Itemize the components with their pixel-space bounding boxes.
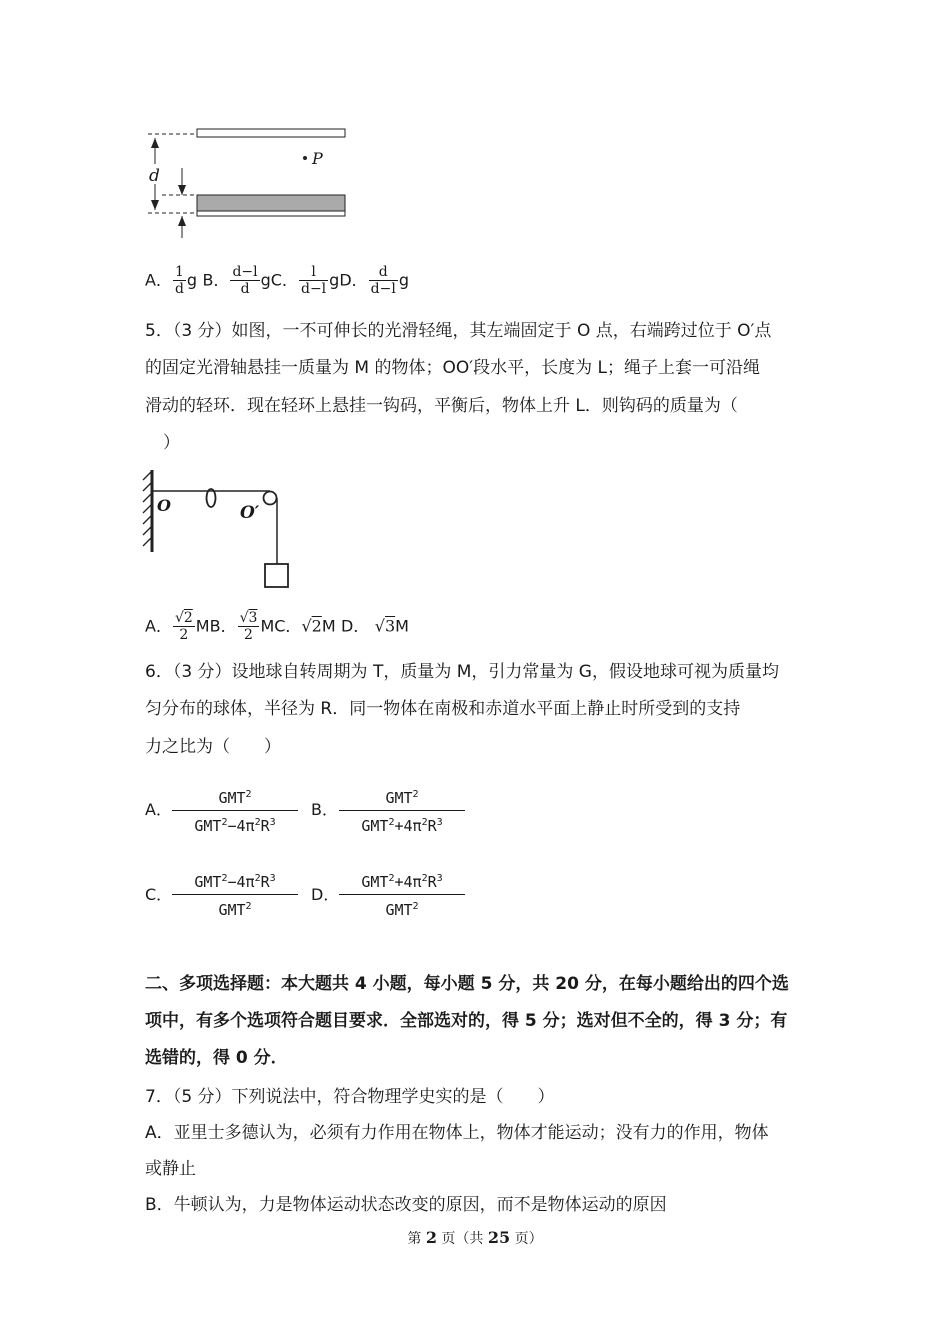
q6-line-2: 匀分布的球体，半径为 R．同一物体在南极和赤道水平面上静止时所受到的支持 [145,699,741,719]
q4-label-p: P [312,149,323,168]
q7-option-a-line-2: 或静止 [145,1159,196,1179]
q5-line-4: ） [163,433,180,453]
q5-options: A． $\frac{√2}{2}$ MB． $\frac{√3}{2}$ MC．√2M D． √3M [145,610,409,643]
q6-line-1: 6．（3 分）设地球自转周期为 T，质量为 M，引力常量为 G，假设地球可视为质量均 [145,662,779,682]
q5-line-2: 的固定光滑轴悬挂一质量为 M 的物体；OO′段水平，长度为 L；绳子上套一可沿绳 [145,358,760,378]
q7-option-a-line-1: A．亚里士多德认为，必须有力作用在物体上，物体才能运动；没有力的作用，物体 [145,1123,769,1143]
q5-option-b-fraction: $\frac{√3}{2}$ [239,610,258,643]
section-2-line-3: 选错的，得 0 分． [145,1048,288,1068]
section-2-line-1: 二、多项选择题：本大题共 4 小题，每小题 5 分，共 20 分，在每小题给出的四个选 [145,974,789,994]
page-footer: 第 2 页（共 25 页） [407,1228,543,1247]
section-2-line-2: 项中，有多个选项符合题目要求．全部选对的，得 5 分；选对但不全的，得 3 分；有 [145,1011,788,1031]
q6-option-b-fraction: GMT$^2$ $GMT^2+4\pi^2R^3$ [339,783,465,838]
q5-pulley-figure [140,464,300,592]
q4-label-d: d [149,166,160,186]
section-2-heading [145,966,810,1077]
q5-option-d-radical: √3 [374,616,396,636]
q4-option-d-fraction: $\frac{d}{d-l}$ [370,264,396,297]
q7-option-b: B．牛顿认为，力是物体运动状态改变的原因，而不是物体运动的原因 [145,1195,667,1215]
q5-option-c-radical: √2 [301,616,322,636]
q6-option-c-letter: C． [145,885,173,904]
q6-option-a-fraction: GMT$^2$ $GMT^2-4\pi^2R^3$ [172,783,298,838]
q6-option-a-letter: A． [145,800,172,819]
q4-option-c-fraction: $\frac{l}{d-l}$ [300,264,327,297]
q5-label-o-prime: O′ [240,503,260,523]
q5-line-3: 滑动的轻环．现在轻环上悬挂一钩码，平衡后，物体上升 L．则钩码的质量为（ [145,396,738,416]
q5-line-1: 5．（3 分）如图，一不可伸长的光滑轻绳，其左端固定于 O 点，右端跨过位于 O′点 [145,321,772,341]
footer-total-pages: 25 [487,1228,511,1247]
q6-option-d-letter: D． [311,885,340,904]
q4-option-b-fraction: $\frac{d-l}{d}$ [232,264,258,297]
q6-line-3: 力之比为（ ） [145,737,281,757]
q5-label-o: O [157,496,171,515]
q5-option-a-fraction: $\frac{√2}{2}$ [174,610,193,643]
q6-option-d-fraction: $GMT^2+4\pi^2R^3$ GMT$^2$ [339,867,465,922]
q7-line-1: 7．（5 分）下列说法中，符合物理学史实的是（ ） [145,1087,555,1107]
q6-option-c-fraction: $GMT^2-4\pi^2R^3$ GMT$^2$ [172,867,298,922]
q6-option-b-letter: B． [311,800,338,819]
footer-page-number: 2 [425,1228,437,1247]
q4-option-a-fraction: $\frac{1}{d}$ [174,264,184,297]
q4-options: A． $\frac{1}{d}$ g B． $\frac{d-l}{d}$ gC． $\frac{l}{d-l}$ gD． $\frac{d}{d-l}$ g [145,264,409,297]
q4-capacitor-figure [140,120,355,240]
